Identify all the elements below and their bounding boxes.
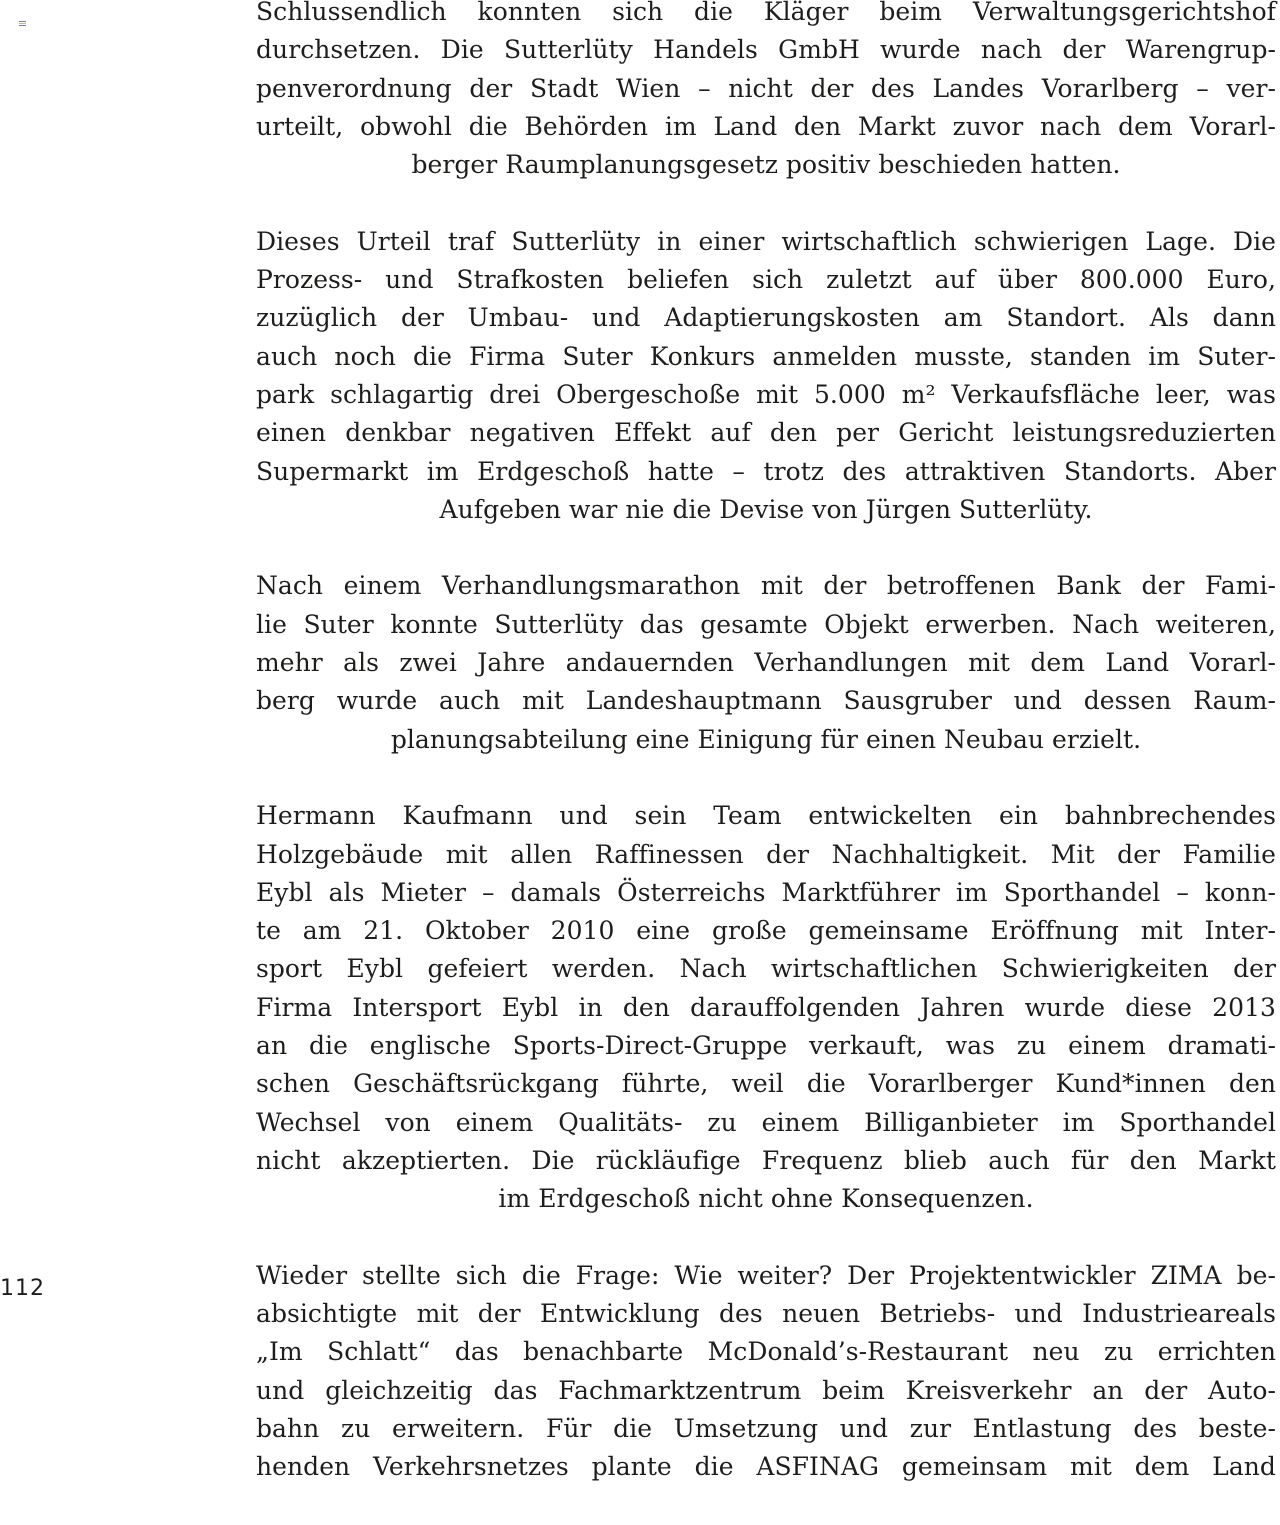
text-line: Prozess- und Strafkosten beliefen sich zuletzt auf über 800.000 Euro, xyxy=(256,265,1276,295)
text-line: an die englische Sports-Direct-Gruppe verkauft, was zu einem dramati- xyxy=(256,1031,1276,1061)
text-line: Hermann Kaufmann und sein Team entwickelten ein bahnbrechendes xyxy=(256,801,1276,831)
text-line: planungsabteilung eine Einigung für einen Neubau erzielt. xyxy=(390,724,1142,754)
text-line: bahn zu erweitern. Für die Umsetzung und zur Entlastung des beste- xyxy=(256,1413,1276,1443)
text-line: sport Eybl gefeiert werden. Nach wirtschaftlichen Schwierigkeiten der xyxy=(256,954,1276,984)
text-line: schen Geschäftsrückgang führte, weil die Vorarlberger Kund*innen den xyxy=(256,1069,1276,1099)
text-line: park schlagartig drei Obergeschoße mit 5.000 m² Verkaufsfläche leer, was xyxy=(256,379,1276,409)
text-line: mehr als zwei Jahre andauernden Verhandlungen mit dem Land Vorarl- xyxy=(256,648,1276,678)
text-line: nicht akzeptierten. Die rückläufige Frequenz blieb auch für den Markt xyxy=(256,1145,1276,1175)
text-line: „Im Schlatt“ das benachbarte McDonald’s-Restaurant neu zu errichten xyxy=(256,1337,1276,1367)
corner-mark-icon xyxy=(19,21,26,27)
paragraph-1 xyxy=(256,0,1276,184)
text-line: auch noch die Firma Suter Konkurs anmelden musste, standen im Suter- xyxy=(256,341,1276,371)
text-line: Wechsel von einem Qualitäts- zu einem Billiganbieter im Sporthandel xyxy=(256,1107,1276,1137)
page-number: 112 xyxy=(0,1276,45,1301)
paragraph-4 xyxy=(256,797,1276,1218)
text-line: Holzgebäude mit allen Raffinessen der Nachhaltigkeit. Mit der Familie xyxy=(256,839,1276,869)
text-line: berg wurde auch mit Landeshauptmann Sausgruber und dessen Raum- xyxy=(256,686,1276,716)
text-line: einen denkbar negativen Effekt auf den per Gericht leistungsreduzierten xyxy=(256,418,1276,448)
text-line: absichtigte mit der Entwicklung des neuen Betriebs- und Industrieareals xyxy=(256,1299,1276,1329)
text-line: penverordnung der Stadt Wien – nicht der des Landes Vorarlberg – ver- xyxy=(256,73,1276,103)
text-line: Aufgeben war nie die Devise von Jürgen Sutterlüty. xyxy=(439,494,1093,524)
text-line: lie Suter konnte Sutterlüty das gesamte Objekt erwerben. Nach weiteren, xyxy=(256,609,1276,639)
text-line: te am 21. Oktober 2010 eine große gemeinsame Eröffnung mit Inter- xyxy=(256,916,1276,946)
text-line: Firma Intersport Eybl in den darauffolgenden Jahren wurde diese 2013 xyxy=(256,992,1276,1022)
text-line: Supermarkt im Erdgeschoß hatte – trotz des attraktiven Standorts. Aber xyxy=(256,456,1276,486)
paragraph-5 xyxy=(256,1257,1276,1487)
text-line: henden Verkehrsnetzes plante die ASFINAG gemeinsam mit dem Land xyxy=(256,1452,1276,1482)
text-line: und gleichzeitig das Fachmarktzentrum beim Kreisverkehr an der Auto- xyxy=(256,1375,1276,1405)
text-line: urteilt, obwohl die Behörden im Land den Markt zuvor nach dem Vorarl- xyxy=(256,111,1276,141)
text-line: Eybl als Mieter – damals Österreichs Marktführer im Sporthandel – konn- xyxy=(256,877,1276,907)
text-line: durchsetzen. Die Sutterlüty Handels GmbH wurde nach der Warengrup- xyxy=(256,35,1276,65)
text-line: zuzüglich der Umbau- und Adaptierungskosten am Standort. Als dann xyxy=(256,303,1276,333)
text-line: berger Raumplanungsgesetz positiv beschieden hatten. xyxy=(411,150,1121,180)
body-text xyxy=(256,0,1276,1525)
text-line: Schlussendlich konnten sich die Kläger beim Verwaltungsgerichtshof xyxy=(256,0,1276,26)
text-line: im Erdgeschoß nicht ohne Konsequenzen. xyxy=(498,1184,1034,1214)
paragraph-2 xyxy=(256,223,1276,529)
text-line: Nach einem Verhandlungsmarathon mit der betroffenen Bank der Fami- xyxy=(256,571,1276,601)
text-line: Dieses Urteil traf Sutterlüty in einer wirtschaftlich schwierigen Lage. Die xyxy=(256,226,1276,256)
text-line: Wieder stellte sich die Frage: Wie weiter? Der Projektentwickler ZIMA be- xyxy=(256,1260,1276,1290)
paragraph-3 xyxy=(256,567,1276,758)
